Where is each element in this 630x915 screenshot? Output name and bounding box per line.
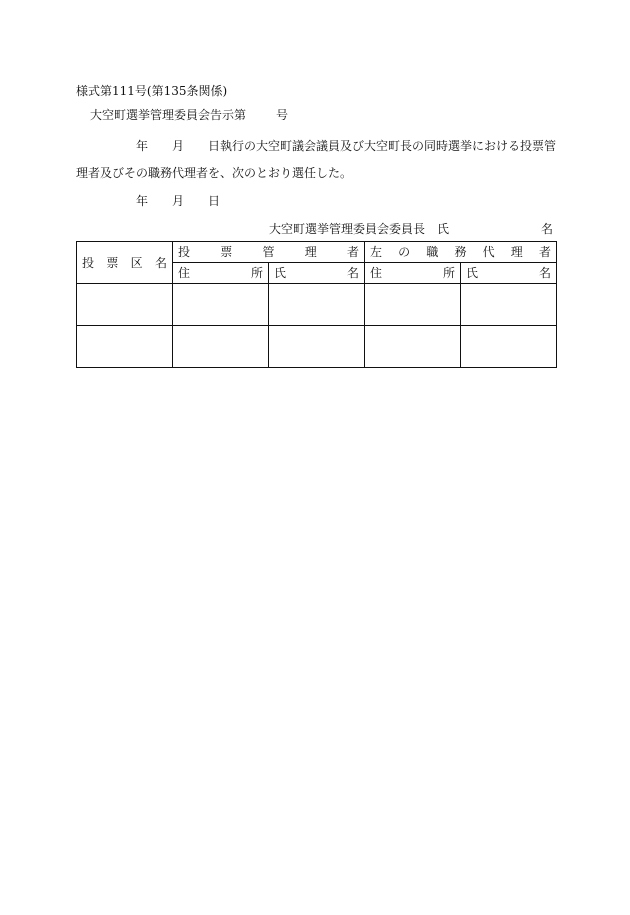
signature-name-label-1: 氏 — [437, 222, 450, 236]
district-header-char: 票 — [106, 255, 119, 270]
deputy-header-char: 務 — [454, 245, 467, 259]
manager-name-cell[interactable] — [269, 284, 365, 326]
form-number: 様式第111号(第135条関係) — [76, 84, 228, 98]
body-line-1 — [136, 139, 556, 153]
deputy-header-char: 代 — [482, 245, 495, 259]
issue-date-month: 月 — [172, 194, 185, 208]
table-row — [77, 326, 557, 368]
district-cell[interactable] — [77, 326, 173, 368]
manager-address-cell[interactable] — [173, 326, 269, 368]
manager-name-cell[interactable] — [269, 326, 365, 368]
deputy-name-cell[interactable] — [461, 326, 557, 368]
district-header-char: 投 — [82, 255, 95, 270]
deputy-header-char: 職 — [426, 245, 439, 259]
issue-date-day: 日 — [208, 194, 221, 208]
manager-header — [173, 242, 365, 263]
deputy-header-char: の — [398, 245, 411, 259]
body-date-year: 年 — [136, 139, 149, 153]
deputy-address-header — [365, 263, 461, 284]
address-header-char: 所 — [443, 266, 456, 280]
manager-header-char: 者 — [347, 245, 360, 259]
district-header — [77, 242, 173, 284]
deputy-name-cell[interactable] — [461, 284, 557, 326]
body-date-month: 月 — [172, 139, 185, 153]
address-header-char: 住 — [178, 266, 191, 280]
notice-title-suffix: 号 — [276, 108, 289, 122]
notice-title-prefix: 大空町選挙管理委員会告示第 — [90, 108, 247, 122]
manager-address-header — [173, 263, 269, 284]
deputy-name-header — [461, 263, 557, 284]
address-header-char: 住 — [370, 266, 383, 280]
signature-line — [269, 222, 553, 236]
table-row — [77, 284, 557, 326]
signature-title: 大空町選挙管理委員会委員長 — [269, 222, 426, 236]
district-header-char: 区 — [130, 255, 143, 270]
issue-date — [136, 194, 220, 208]
manager-header-char: 票 — [220, 245, 233, 259]
name-header-char: 名 — [539, 266, 552, 280]
name-header-char: 氏 — [274, 266, 287, 280]
deputy-header-char: 左 — [370, 245, 383, 259]
name-header-char: 名 — [347, 266, 360, 280]
manager-header-char: 理 — [304, 245, 317, 259]
deputy-header — [365, 242, 557, 263]
manager-name-header — [269, 263, 365, 284]
address-header-char: 所 — [250, 266, 263, 280]
deputy-header-char: 者 — [538, 245, 551, 259]
manager-header-char: 管 — [262, 245, 275, 259]
deputy-header-char: 理 — [510, 245, 523, 259]
table-header-row — [77, 242, 557, 263]
deputy-address-cell[interactable] — [365, 284, 461, 326]
district-cell[interactable] — [77, 284, 173, 326]
manager-header-char: 投 — [178, 245, 191, 259]
district-header-char: 名 — [154, 255, 167, 270]
manager-address-cell[interactable] — [173, 284, 269, 326]
name-header-char: 氏 — [466, 266, 479, 280]
issue-date-year: 年 — [136, 194, 149, 208]
deputy-address-cell[interactable] — [365, 326, 461, 368]
signature-name-label-2: 名 — [541, 222, 554, 236]
appointment-table — [76, 241, 557, 368]
body-line-2: 理者及びその職務代理者を、次のとおり選任した。 — [76, 166, 353, 180]
body-line-1-text: 日執行の大空町議会議員及び大空町長の同時選挙における投票管 — [208, 139, 557, 153]
notice-title — [90, 108, 288, 122]
